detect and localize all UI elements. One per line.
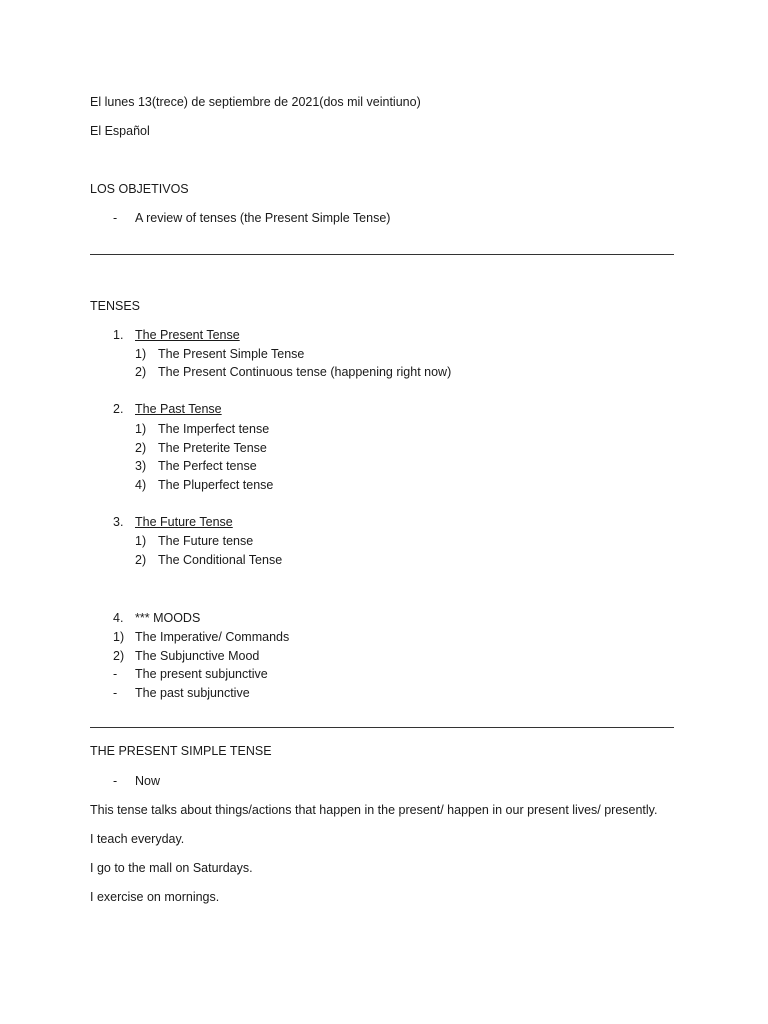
tense-group-number: 1.	[113, 328, 124, 342]
list-item-number: 1)	[135, 422, 147, 436]
tense-group-title: The Present Tense	[135, 328, 240, 342]
list-item-number: 2)	[135, 441, 147, 455]
section-heading: THE PRESENT SIMPLE TENSE	[90, 744, 272, 758]
tense-group-title: The Past Tense	[135, 402, 222, 416]
example-sentence: I go to the mall on Saturdays.	[90, 861, 253, 875]
paragraph: This tense talks about things/actions that happen in the present/ happen in our present lives/ presently.	[90, 803, 658, 817]
list-item-number: 4)	[135, 478, 147, 492]
tense-group-title: The Future Tense	[135, 515, 233, 529]
list-item-number: 2)	[135, 365, 147, 379]
list-item: The Present Simple Tense	[158, 347, 305, 361]
list-item: The Perfect tense	[158, 459, 257, 473]
list-item: The Present Continuous tense (happening right now)	[158, 365, 452, 379]
list-item: The Subjunctive Mood	[135, 649, 260, 663]
list-item-number: 2)	[113, 649, 125, 663]
list-item: The Conditional Tense	[158, 553, 283, 567]
date-line: El lunes 13(trece) de septiembre de 2021(dos mil veintiuno)	[90, 95, 421, 109]
list-item: The present subjunctive	[135, 667, 268, 681]
subject-line: El Español	[90, 124, 150, 138]
tenses-heading: TENSES	[90, 299, 141, 313]
list-item-number: 3)	[135, 459, 147, 473]
example-sentence: I teach everyday.	[90, 832, 185, 846]
tense-group-number: 3.	[113, 515, 124, 529]
section-bullet: -	[113, 774, 118, 788]
list-item-number: 1)	[135, 534, 147, 548]
list-item-number: 2)	[135, 553, 147, 567]
section-bullet-text: Now	[135, 774, 161, 788]
list-item: The Preterite Tense	[158, 441, 267, 455]
objectives-heading: LOS OBJETIVOS	[90, 182, 189, 196]
divider-line	[90, 254, 674, 255]
list-item: The Pluperfect tense	[158, 478, 274, 492]
list-item-bullet: -	[113, 686, 118, 700]
list-item-bullet: -	[113, 667, 118, 681]
list-item: The Future tense	[158, 534, 254, 548]
list-item-number: 1)	[135, 347, 147, 361]
example-sentence: I exercise on mornings.	[90, 890, 220, 904]
list-item: The Imperative/ Commands	[135, 630, 290, 644]
objectives-item: A review of tenses (the Present Simple Tense)	[135, 211, 391, 225]
tense-group-number: 2.	[113, 402, 124, 416]
moods-number: 4.	[113, 611, 124, 625]
moods-title: *** MOODS	[135, 611, 201, 625]
list-item-number: 1)	[113, 630, 125, 644]
list-item: The past subjunctive	[135, 686, 250, 700]
divider-line	[90, 727, 674, 728]
list-item: The Imperfect tense	[158, 422, 270, 436]
objectives-bullet: -	[113, 211, 118, 225]
